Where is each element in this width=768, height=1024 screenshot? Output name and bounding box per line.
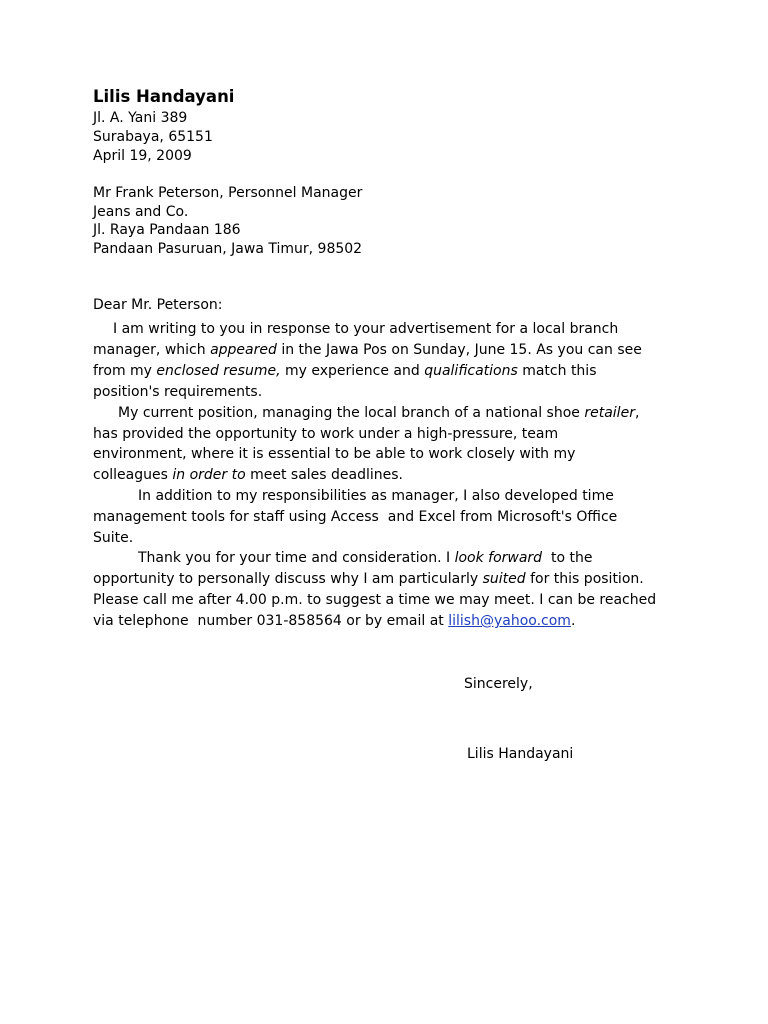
recipient-line-1: Mr Frank Peterson, Personnel Manager [93,185,363,201]
body-line: has provided the opportunity to work under a high-pressure, team [93,426,559,442]
recipient-line-3: Jl. Raya Pandaan 186 [93,222,241,238]
body-line: from my enclosed resume, my experience and qualifications match this [93,363,597,379]
body-line: opportunity to personally discuss why I am particularly suited for this position. [93,571,644,587]
body-line: My current position, managing the local branch of a national shoe retailer, [118,405,640,421]
body-line: position's requirements. [93,384,263,400]
body-line: manager, which appeared in the Jawa Pos on Sunday, June 15. As you can see [93,342,642,358]
sender-name: Lilis Handayani [93,87,235,106]
closing: Sincerely, [464,676,533,692]
recipient-line-2: Jeans and Co. [93,204,189,220]
body-line: Please call me after 4.00 p.m. to suggest a time we may meet. I can be reached [93,592,657,608]
signature-name: Lilis Handayani [467,746,574,762]
body-line: environment, where it is essential to be able to work closely with my [93,446,576,462]
body-line: Thank you for your time and consideration. I look forward to the [138,550,593,566]
letter-date: April 19, 2009 [93,148,192,164]
body-line: In addition to my responsibilities as manager, I also developed time [138,488,614,504]
body-line: via telephone number 031-858564 or by email at lilish@yahoo.com. [93,613,576,629]
sender-street: Jl. A. Yani 389 [93,110,188,126]
body-line: colleagues in order to meet sales deadlines. [93,467,404,483]
recipient-line-4: Pandaan Pasuruan, Jawa Timur, 98502 [93,241,363,257]
body-line: Suite. [93,530,134,546]
salutation: Dear Mr. Peterson: [93,297,223,313]
body-line: I am writing to you in response to your advertisement for a local branch [113,321,619,337]
sender-city: Surabaya, 65151 [93,129,213,145]
email-link[interactable]: lilish@yahoo.com [448,613,571,629]
body-line: management tools for staff using Access and Excel from Microsoft's Office [93,509,618,525]
